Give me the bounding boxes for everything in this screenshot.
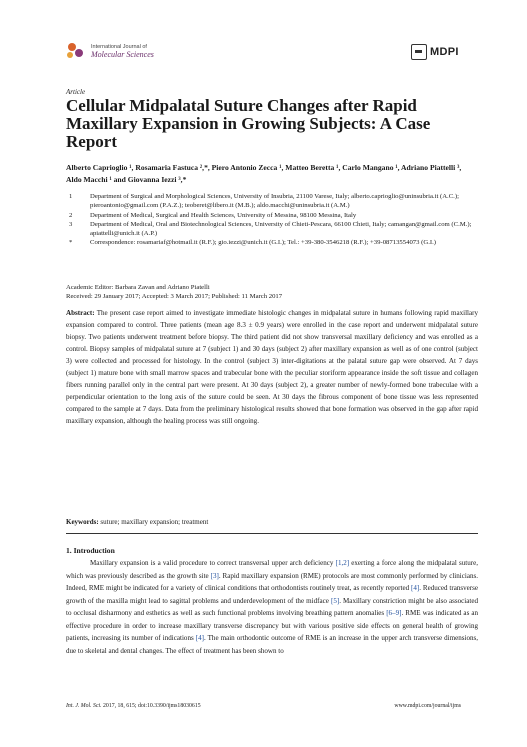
keywords xyxy=(66,518,208,526)
introduction-paragraph xyxy=(66,557,478,657)
intro-text: . RME was indicated as an effective procedure in order to increase maxillary transverse discrepancy but with various positive side effects on general health of growing patients, increasing its number of indications xyxy=(66,609,478,643)
doi-citation: 2017, 18, 615; doi:10.3390/ijms18030615 xyxy=(101,703,201,709)
citation-link[interactable]: [6–9] xyxy=(386,609,402,618)
keywords-label: Keywords: xyxy=(66,518,99,526)
keywords-text: suture; maxillary expansion; treatment xyxy=(100,518,209,526)
abstract-label: Abstract: xyxy=(66,309,95,317)
intro-text: Maxillary expansion is a valid procedure to correct transversal upper arch deficiency xyxy=(90,559,336,567)
affiliation-item xyxy=(66,220,476,239)
correspondence-text: Correspondence: rosamariaf@hotmail.it (R.F.); gio.iezzi@unich.it (G.I.); Tel.: +39-380-3546218 (R.F.); +39-08713554073 (G.I.) xyxy=(90,239,437,247)
intro-text: . Maxillary constriction might be also associated to occlusal disharmony and esthetics as well as such functional problems involving breathing pattern anomalies xyxy=(66,596,478,618)
correspondence xyxy=(66,238,476,247)
affiliations xyxy=(66,192,476,248)
affiliation-item xyxy=(66,192,476,211)
affiliation-text: Department of Medical, Surgical and Health Sciences, University of Messina, 98100 Messina, Italy xyxy=(90,211,357,219)
publisher-logo[interactable] xyxy=(411,44,459,60)
academic-editor: Academic Editor: Barbara Zavan and Adriano Piatelli xyxy=(66,284,210,291)
citation-link[interactable]: [4] xyxy=(195,634,204,643)
intro-text: exerting a force along the midpalatal suture, which was previously described as the growth site xyxy=(66,559,478,580)
journal-logo[interactable] xyxy=(66,40,154,62)
section-divider xyxy=(66,533,478,534)
publisher-name: MDPI xyxy=(430,46,459,58)
journal-name-line1: International Journal of xyxy=(91,44,147,50)
publication-dates: Received: 29 January 2017; Accepted: 3 March 2017; Published: 11 March 2017 xyxy=(66,293,283,300)
journal-url-link[interactable]: www.mdpi.com/journal/ijms xyxy=(394,703,461,709)
journal-logo-icon xyxy=(66,40,86,62)
citation-link[interactable]: [5] xyxy=(330,596,340,605)
affiliation-number: 3 xyxy=(69,220,73,228)
article-title: Cellular Midpalatal Suture Changes after Rapid Maxillary Expansion in Growing Subjects: A Case Report xyxy=(66,96,431,151)
abstract-text: The present case report aimed to investigate immediate histologic changes in midpalatal suture in humans following rapid maxillary expansion compared to control. Three patients (mean age 8.3 ± 0.9 years) were enrolled in the case report and underwent midpalatal suture biopsy. Two patients underwent treatment before biopsy. The third patient did not show transversal maxillary deficiency and was enrolled as a control. Biopsy samples of midpalatal suture at 7 (subject 1) and 30 days (subject 2) after maxillary expansion as well as of one control (subject 3) were collected and processed for histology. In the control (subject 3) inter-digitations at the palatal suture gap were observed. At 7 days (subject 1) mature bone with small marrow spaces and trabecular bone with the peculiar storiform appearance inside the soft tissue and collagen fibers running parallel only in the central part were present. At 30 days (subject 2), a greater number of newly-formed bone trabeculae with a perpendicular orientation to the long axis of the suture could be seen. At 30 days the fibrous component of bone tissue was less represented compared to the sample at 7 days. Data from the preliminary histological results showed that bone formation was observed in the gap after rapid maxillary expansion, although the healing process was still ongoing. xyxy=(66,309,478,426)
footer-citation xyxy=(66,703,201,709)
affiliation-number: 2 xyxy=(69,211,73,219)
journal-name-line2: Molecular Sciences xyxy=(91,50,154,59)
author-list: Alberto Caprioglio ¹, Rosamaria Fastuca ²,*, Piero Antonio Zecca ¹, Matteo Beretta ¹, Carlo Mangano ¹, Adriano Piattelli ³, Aldo Macchi ¹ and Giovanna Iezzi ³,* xyxy=(66,163,462,184)
abstract xyxy=(66,307,478,427)
journal-abbreviation: Int. J. Mol. Sci. xyxy=(66,703,102,709)
article-type: Article xyxy=(66,88,86,96)
intro-text: . Reduced transverse growth of the maxilla might lead to sagittal problems and underdevelopment of the midface xyxy=(66,584,478,605)
journal-name xyxy=(91,43,154,59)
section-heading: 1. Introduction xyxy=(66,546,115,555)
affiliation-number: 1 xyxy=(69,193,73,200)
mdpi-logo-icon xyxy=(411,44,427,60)
affiliation-text: Department of Medical, Oral and Biotechnological Sciences, University of Chieti-Pescara, 66100 Chieti, Italy; camangan@gmail.com (C.M.); apiattelli@unich.it (A.P.) xyxy=(90,220,472,238)
intro-text: . Rapid maxillary expansion (RME) protocols are most commonly performed by clinicians. Indeed, RME might be indicated for a variety of clinical conditions that orthodontists routinely treat, as recently reported xyxy=(66,571,478,593)
citation-link[interactable]: [3] xyxy=(210,571,219,580)
intro-text: . The main orthodontic outcome of RME is an increase in the upper arch transverse dimensions, due to skeletal and dental changes. The effect of treatment has been shown to xyxy=(66,634,478,655)
citation-link[interactable]: [1,2] xyxy=(335,559,350,567)
affiliation-item xyxy=(66,211,476,220)
correspondence-marker: * xyxy=(69,239,73,247)
affiliation-text: Department of Surgical and Morphological Sciences, University of Insubria, 21100 Varese, Italy; alberto.caprioglio@uninsubria.it (A.C.); pieroantonio@gmail.com (P.A.Z.); teoberet@libero.it (M.B.); aldo.macchi@uninsubria.it (A.M.) xyxy=(90,193,459,210)
citation-link[interactable]: [4] xyxy=(411,584,420,593)
